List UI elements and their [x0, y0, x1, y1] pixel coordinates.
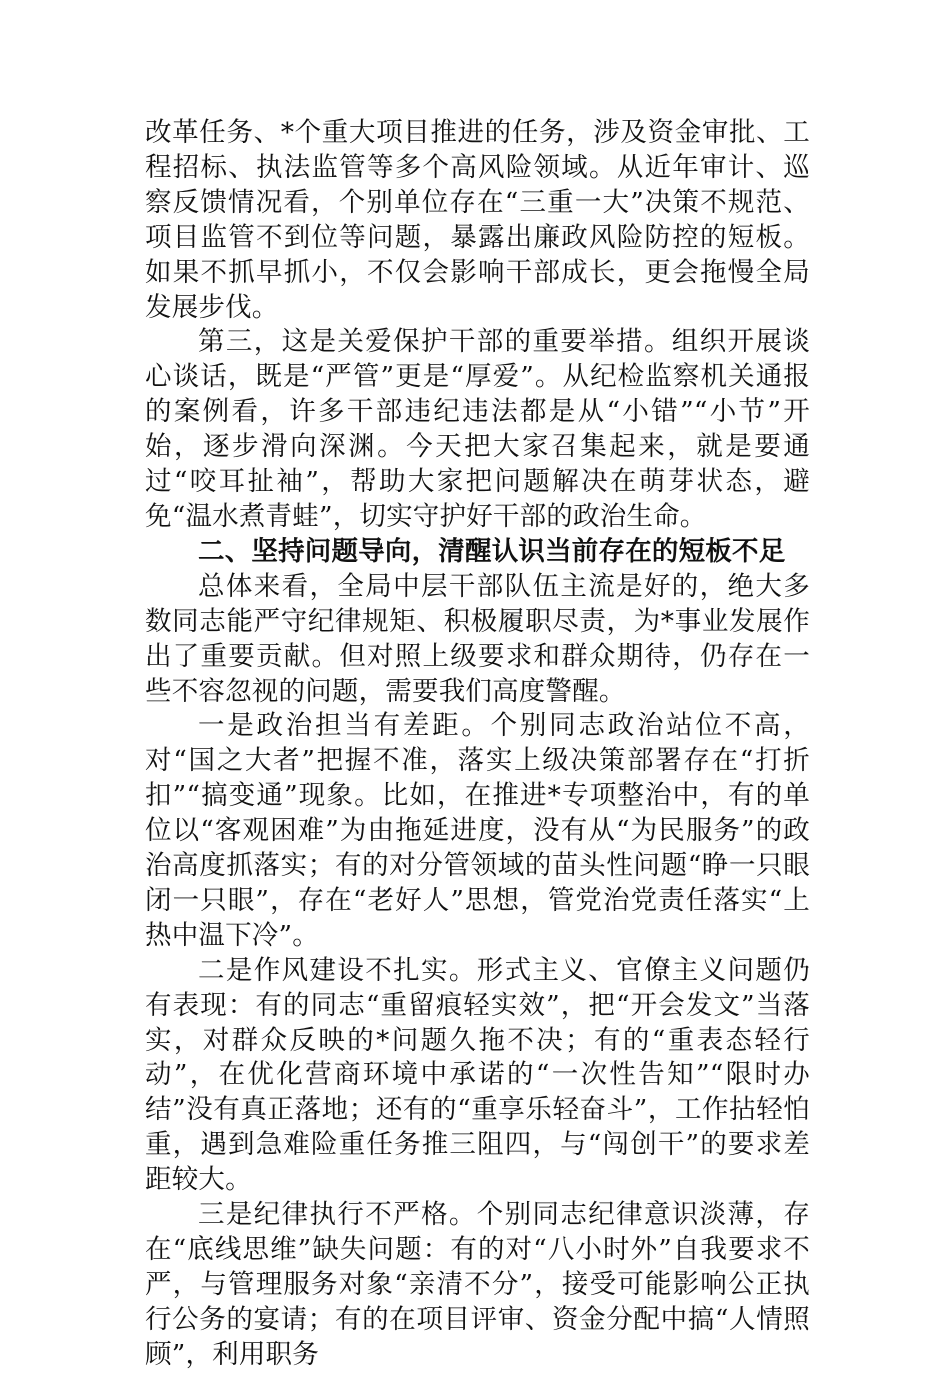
section-heading-2: 二、坚持问题导向，清醒认识当前存在的短板不足 [198, 535, 786, 567]
paragraph-overview: 总体来看，全局中层干部队伍主流是好的，绝大多数同志能严守纪律规矩、积极履职尽责，为*事业发展作出了重要贡献。但对照上级要求和群众期待，仍存在一些不容忽视的问题，需要我们高度警醒。 [145, 570, 810, 707]
document-body [145, 116, 810, 1373]
paragraph-continuation: 改革任务、*个重大项目推进的任务，涉及资金审批、工程招标、执法监管等多个高风险领域。从近年审计、巡察反馈情况看，个别单位存在“三重一大”决策不规范、项目监管不到位等问题，暴露出廉政风险防控的短板。如果不抓早抓小，不仅会影响干部成长，更会拖慢全局发展步伐。 [145, 117, 810, 323]
paragraph-point-three: 第三，这是关爱保护干部的重要举措。组织开展谈心谈话，既是“严管”更是“厚爱”。从纪检监察机关通报的案例看，许多干部违纪违法都是从“小错”“小节”开始，逐步滑向深渊。今天把大家召集起来，就是要通过“咬耳扯袖”，帮助大家把问题解决在萌芽状态，避免“温水煮青蛙”，切实守护好干部的政治生命。 [145, 326, 810, 532]
paragraph-issue-three: 三是纪律执行不严格。个别同志纪律意识淡薄，存在“底线思维”缺失问题：有的对“八小时外”自我要求不严，与管理服务对象“亲清不分”，接受可能影响公正执行公务的宴请；有的在项目评审、资金分配中搞“人情照顾”，利用职务 [145, 1199, 810, 1370]
paragraph-issue-one: 一是政治担当有差距。个别同志政治站位不高，对“国之大者”把握不准，落实上级决策部署存在“打折扣”“搞变通”现象。比如，在推进*专项整治中，有的单位以“客观困难”为由拖延进度，没有从“为民服务”的政治高度抓落实；有的对分管领域的苗头性问题“睁一只眼闭一只眼”，存在“老好人”思想，管党治党责任落实“上热中温下冷”。 [145, 710, 810, 951]
paragraph-issue-two: 二是作风建设不扎实。形式主义、官僚主义问题仍有表现：有的同志“重留痕轻实效”，把“开会发文”当落实，对群众反映的*问题久拖不决；有的“重表态轻行动”，在优化营商环境中承诺的“一次性告知”“限时办结”没有真正落地；还有的“重享乐轻奋斗”，工作拈轻怕重，遇到急难险重任务推三阻四，与“闯创干”的要求差距较大。 [145, 954, 810, 1196]
